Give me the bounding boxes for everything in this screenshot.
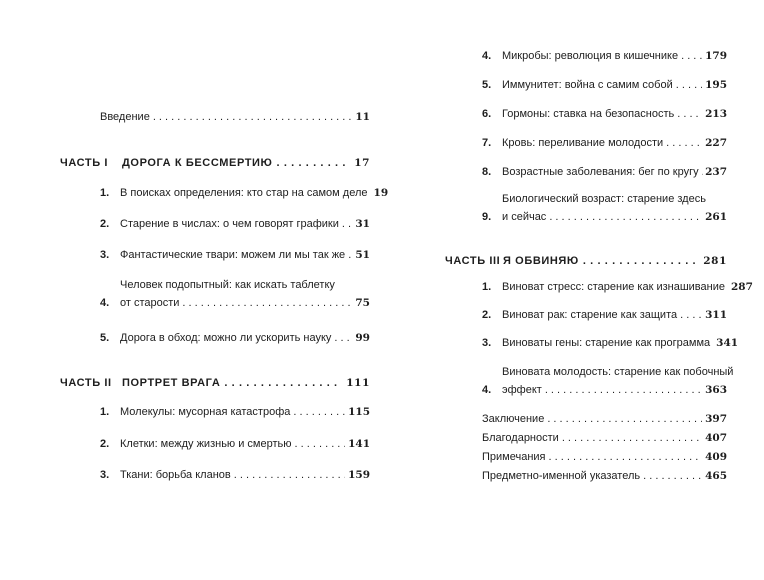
toc-chapter-2-6[interactable] — [482, 107, 727, 121]
dot-leader — [234, 468, 345, 482]
part-label: ЧАСТЬ III — [445, 255, 501, 267]
toc-entry-notes[interactable] — [482, 450, 727, 464]
toc-page-number: 341 — [716, 337, 739, 349]
toc-chapter-2-3[interactable] — [100, 468, 370, 482]
dot-leader — [549, 210, 702, 224]
toc-entry-title-cont: и сейчас — [502, 211, 547, 223]
toc-chapter-3-3[interactable] — [482, 336, 739, 350]
chapter-number: 5. — [100, 332, 110, 344]
toc-entry-title: Фантастические твари: можем ли мы так же — [120, 249, 346, 261]
dot-leader — [334, 331, 352, 345]
toc-entry-title-cont: от старости — [120, 297, 180, 309]
toc-entry-title: Виноват стресс: старение как изнашивание — [502, 281, 725, 293]
chapter-number: 3. — [482, 337, 492, 349]
toc-page-number: 99 — [355, 332, 370, 344]
toc-entry-title: Старение в числах: о чем говорят графики — [120, 218, 339, 230]
chapter-number: 3. — [100, 469, 110, 481]
toc-entry-title: Молекулы: мусорная катастрофа — [120, 406, 291, 418]
toc-page-number: 19 — [373, 187, 389, 199]
toc-entry-title: Виновата молодость: старение как побочный — [502, 366, 734, 378]
toc-part-1[interactable] — [60, 157, 370, 169]
toc-chapter-2-5[interactable] — [482, 78, 727, 92]
chapter-number: 4. — [100, 297, 110, 309]
part-title: ПОРТРЕТ ВРАГА — [122, 377, 221, 389]
dot-leader — [680, 308, 702, 322]
chapter-number: 5. — [482, 79, 492, 91]
toc-chapter-2-7[interactable] — [482, 136, 727, 150]
toc-entry-acknowledgements[interactable] — [482, 431, 727, 445]
dot-leader — [549, 450, 703, 464]
toc-entry-title: Гормоны: ставка на безопасность — [502, 108, 675, 120]
chapter-number: 8. — [482, 166, 492, 178]
chapter-number: 7. — [482, 137, 492, 149]
dot-leader — [677, 107, 702, 121]
toc-entry-title: Микробы: революция в кишечнике — [502, 50, 679, 62]
dot-leader — [293, 405, 345, 419]
toc-entry-title: Виноват рак: старение как защита — [502, 309, 678, 321]
toc-page-number: 141 — [348, 438, 370, 450]
toc-page-number: 409 — [705, 451, 727, 463]
toc-page-number: 363 — [705, 384, 727, 396]
right-page — [382, 0, 764, 580]
toc-entry-title: Биологический возраст: старение здесь — [502, 193, 706, 205]
dot-leader — [545, 383, 702, 397]
toc-entry-title: Иммунитет: война с самим собой — [502, 79, 673, 91]
toc-entry-index[interactable] — [482, 469, 727, 483]
part-label: ЧАСТЬ II — [60, 377, 112, 389]
toc-chapter-2-4[interactable] — [482, 49, 727, 63]
toc-page-number: 311 — [705, 309, 727, 321]
toc-page-number: 111 — [346, 377, 370, 389]
toc-page-number: 465 — [705, 470, 727, 482]
dot-leader — [277, 157, 351, 169]
toc-part-2[interactable] — [60, 377, 370, 389]
chapter-number: 1. — [482, 281, 492, 293]
dot-leader — [562, 431, 702, 445]
part-label: ЧАСТЬ I — [60, 157, 109, 169]
chapter-number: 1. — [100, 187, 110, 199]
toc-page-number: 31 — [355, 218, 370, 230]
toc-page-number: 179 — [705, 50, 727, 62]
toc-entry-title: Виноваты гены: старение как программа — [502, 337, 711, 349]
part-title: ДОРОГА К БЕССМЕРТИЮ — [122, 157, 273, 169]
toc-chapter-3-2[interactable] — [482, 308, 727, 322]
toc-chapter-2-2[interactable] — [100, 437, 370, 451]
chapter-number: 4. — [482, 384, 492, 396]
chapter-number: 9. — [482, 211, 492, 223]
toc-page-number: 17 — [354, 157, 370, 169]
chapter-number: 2. — [482, 309, 492, 321]
toc-page-number: 115 — [348, 406, 370, 418]
toc-page-number: 261 — [705, 211, 727, 223]
toc-entry-title: Клетки: между жизнью и смертью — [120, 438, 292, 450]
dot-leader — [583, 255, 699, 267]
dot-leader — [643, 469, 702, 483]
toc-chapter-2-8[interactable] — [482, 165, 727, 179]
toc-entry-title: Примечания — [482, 451, 546, 463]
toc-chapter-2-9[interactable] — [482, 192, 727, 224]
dot-leader — [295, 437, 346, 451]
toc-page-number: 195 — [705, 79, 727, 91]
toc-entry-title: Введение — [100, 111, 150, 123]
toc-chapter-1-2[interactable] — [100, 217, 370, 231]
toc-entry-title-cont: эффект — [502, 384, 542, 396]
dot-leader — [676, 78, 702, 92]
dot-leader — [547, 412, 702, 426]
chapter-number: 1. — [100, 406, 110, 418]
toc-chapter-3-1[interactable] — [482, 280, 753, 294]
toc-chapter-1-4[interactable] — [100, 278, 370, 310]
toc-entry-title: Дорога в обход: можно ли ускорить науку — [120, 332, 332, 344]
toc-entry-conclusion[interactable] — [482, 412, 727, 426]
dot-leader — [342, 217, 353, 231]
toc-page-number: 213 — [705, 108, 727, 120]
toc-chapter-1-1[interactable] — [100, 186, 389, 200]
toc-part-3[interactable] — [445, 255, 727, 267]
chapter-number: 3. — [100, 249, 110, 261]
toc-page-number: 159 — [348, 469, 370, 481]
dot-leader — [348, 248, 352, 262]
toc-entry-intro[interactable] — [100, 110, 370, 124]
dot-leader — [182, 296, 352, 310]
toc-page-number: 227 — [705, 137, 727, 149]
toc-page-number: 281 — [703, 255, 727, 267]
toc-page-number: 287 — [730, 281, 753, 293]
toc-page-number: 237 — [705, 166, 727, 178]
toc-chapter-2-1[interactable] — [100, 405, 370, 419]
toc-page-number: 75 — [355, 297, 370, 309]
dot-leader — [666, 136, 702, 150]
toc-entry-title: Человек подопытный: как искать таблетку — [120, 279, 335, 291]
toc-entry-title: Возрастные заболевания: бег по кругу — [502, 166, 699, 178]
chapter-number: 2. — [100, 218, 110, 230]
dot-leader — [224, 377, 342, 389]
dot-leader — [681, 49, 702, 63]
toc-entry-title: В поисках определения: кто стар на самом деле — [120, 187, 368, 199]
toc-page-number: 51 — [355, 249, 370, 261]
chapter-number: 6. — [482, 108, 492, 120]
part-title: Я ОБВИНЯЮ — [503, 255, 579, 267]
chapter-number: 4. — [482, 50, 492, 62]
toc-chapter-3-4[interactable] — [482, 365, 734, 397]
toc-page-number: 11 — [355, 111, 370, 123]
toc-chapter-1-3[interactable] — [100, 248, 370, 262]
toc-chapter-1-5[interactable] — [100, 331, 370, 345]
toc-entry-title: Благодарности — [482, 432, 559, 444]
toc-entry-title: Ткани: борьба кланов — [120, 469, 231, 481]
toc-entry-title: Кровь: переливание молодости — [502, 137, 664, 149]
dot-leader — [153, 110, 353, 124]
chapter-number: 2. — [100, 438, 110, 450]
toc-page-number: 407 — [705, 432, 727, 444]
toc-entry-title: Предметно-именной указатель — [482, 470, 641, 482]
toc-entry-title: Заключение — [482, 413, 545, 425]
toc-page-number: 397 — [705, 413, 727, 425]
